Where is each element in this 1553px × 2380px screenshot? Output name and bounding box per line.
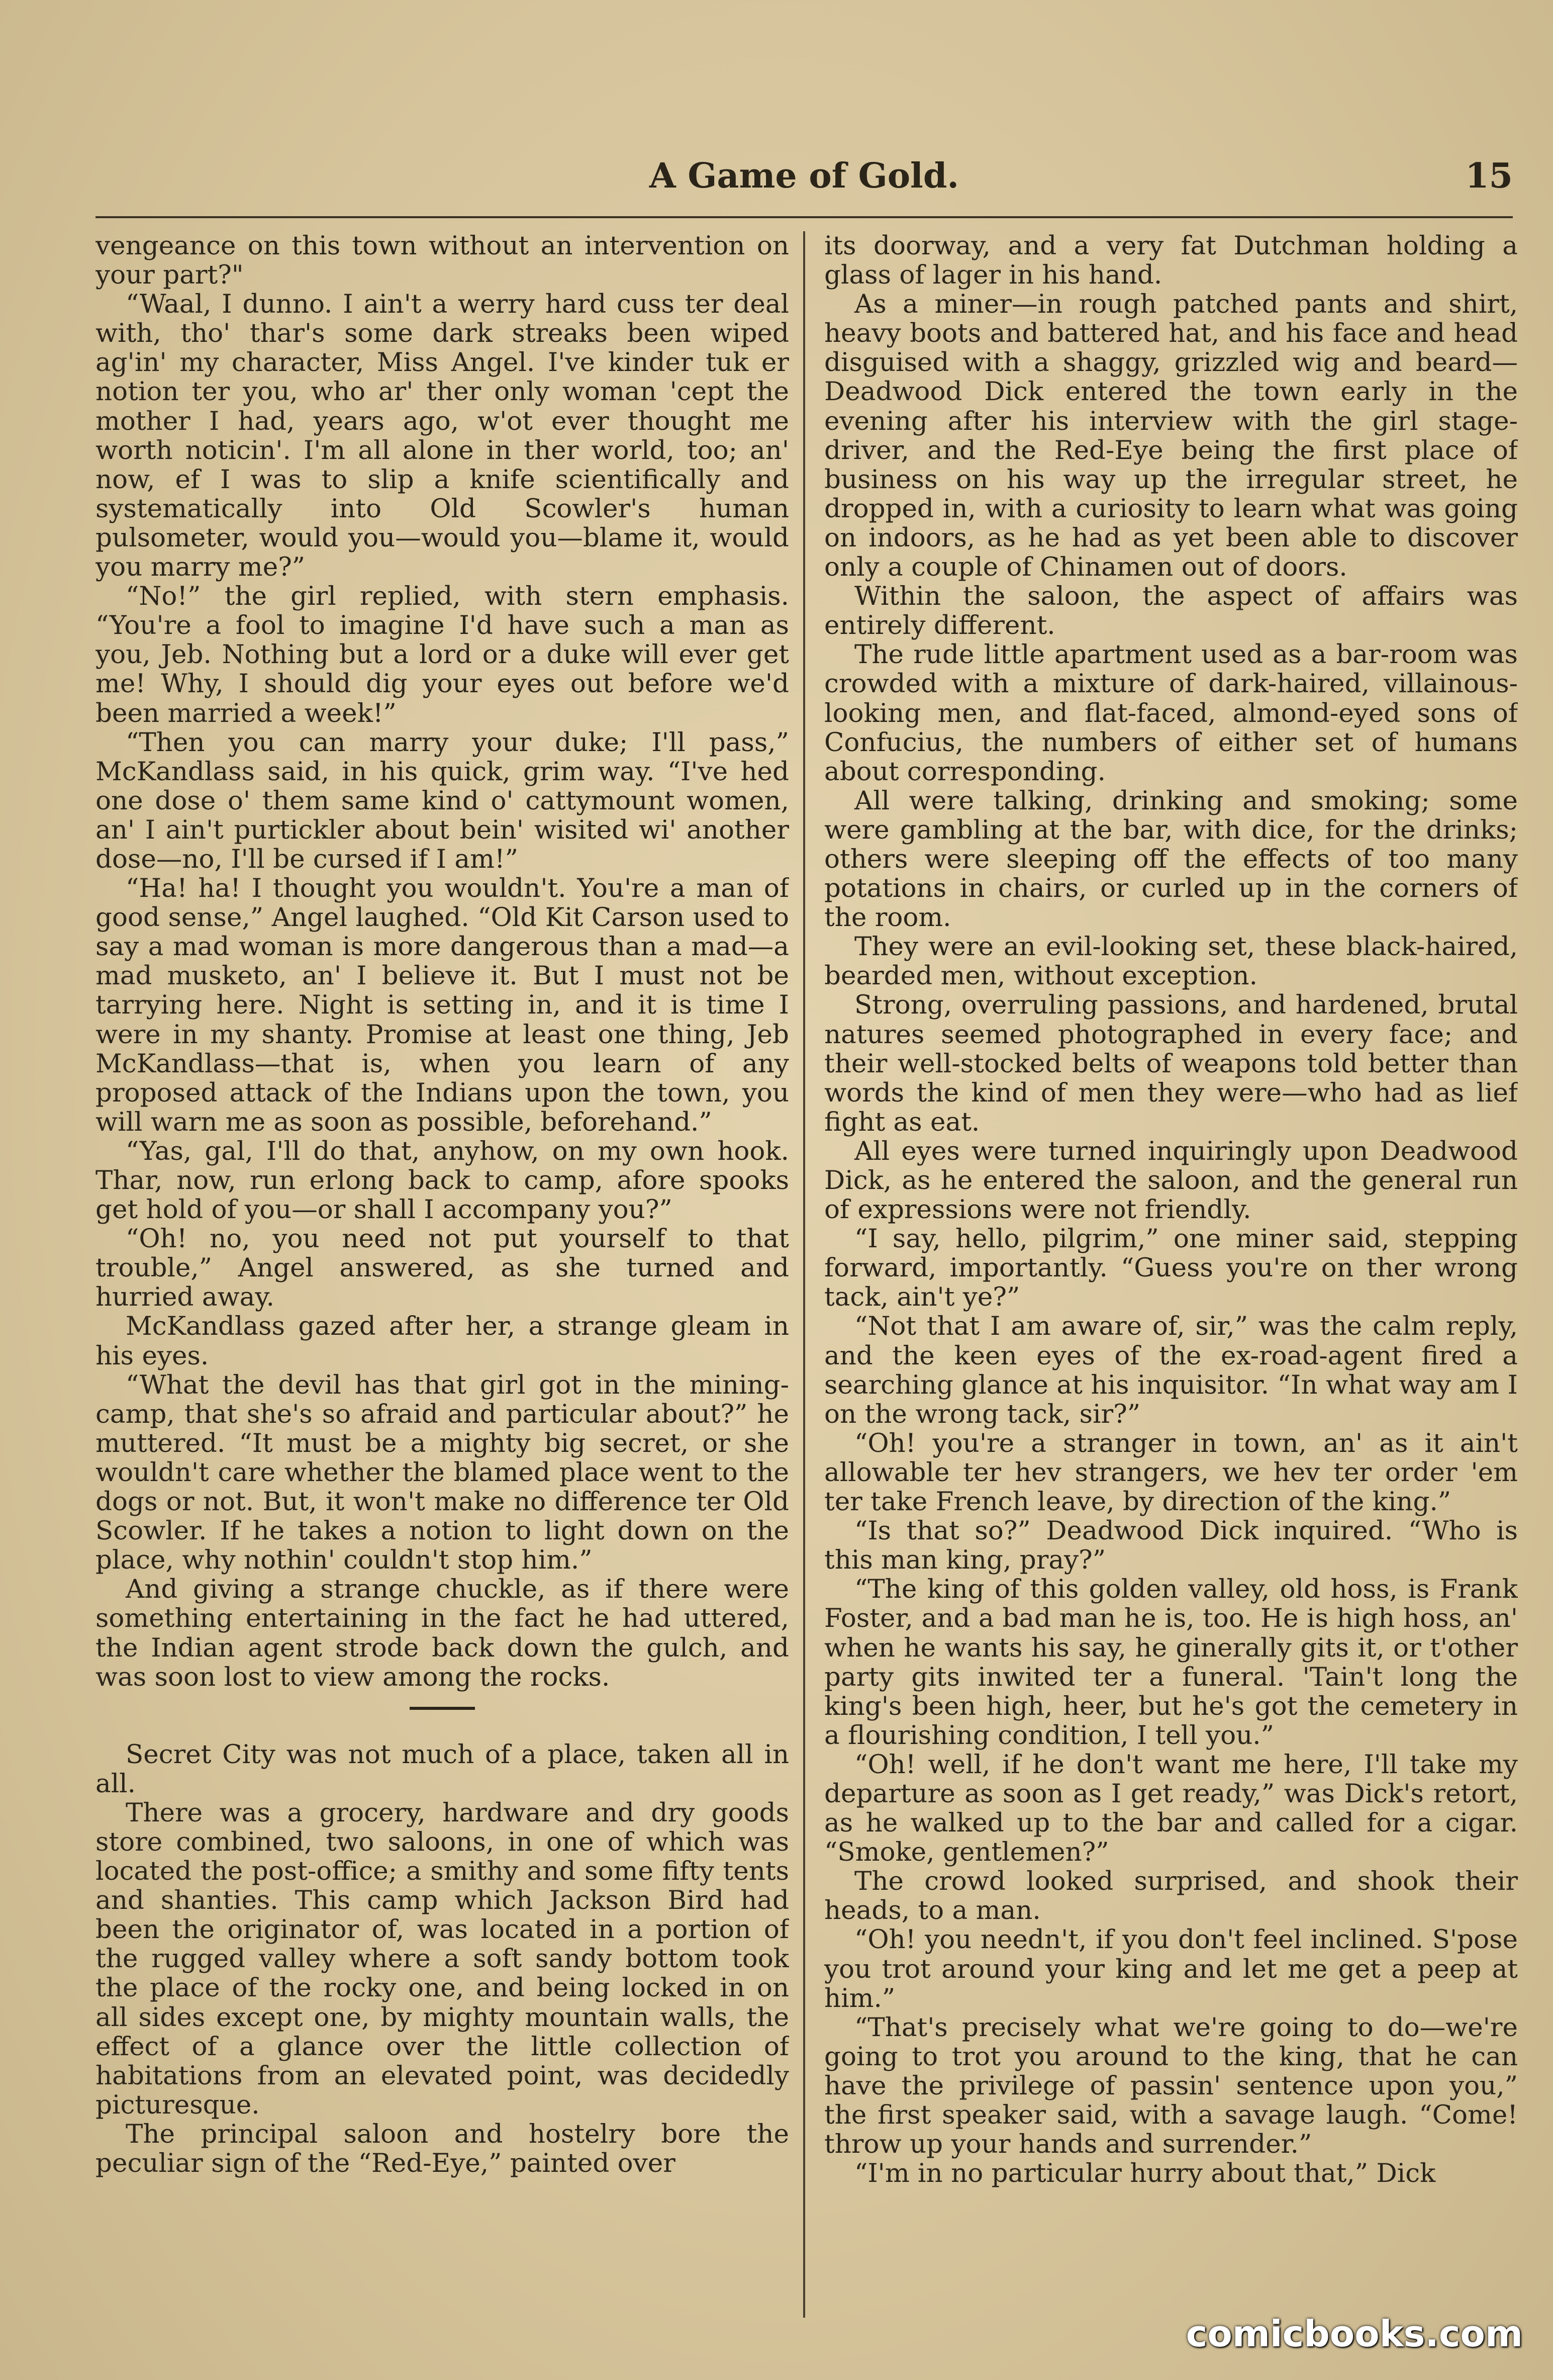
paragraph: “I say, hello, pilgrim,” one miner said, stepping forward, importantly. “Guess you're on ther wrong tack, ain't ye?” — [824, 1224, 1518, 1313]
paragraph: “I'm in no particular hurry about that,” Dick — [854, 2158, 1436, 2189]
paragraph: “What the devil has that girl got in the mining-camp, that she's so afraid and particular about?” he muttered. “It must be a mighty big secret, or she wouldn't care whether the blamed place went to the dogs or not. But, it won't make no difference ter Old Scowler. If he takes a notion to light down on the place, why nothin' couldn't stop him.” — [95, 1369, 789, 1576]
paragraph: As a miner—in rough patched pants and shirt, heavy boots and battered hat, and his face and head disguised with a shaggy, grizzled wig and beard—Deadwood Dick entered the town early in the evening after his interview with the girl stage-driver, and the Red-Eye being the first place of business on his way up the irregular street, he dropped in, with a curiosity to learn what was going on indoors, as he had as yet been able to discover only a couple of Chinamen out of doors. — [824, 289, 1518, 583]
paragraph: “Oh! you needn't, if you don't feel inclined. S'pose you trot around your king and let me get a peep at him.” — [824, 1925, 1518, 2013]
paragraph: “The king of this golden valley, old hoss, is Frank Foster, and a bad man he is, too. He is high hoss, an' when he wants his say, he ginerally gits it, or t'other party gits inwited ter a funeral. 'Tain't long the king's been high, heer, but he's got the cemetery in a flourishing condition, I tell you.” — [824, 1574, 1518, 1751]
paragraph: “Not that I am aware of, sir,” was the calm reply, and the keen eyes of the ex-road-agent fired a searching glance at his inquisitor. “In what way am I on the wrong tack, sir?” — [824, 1311, 1518, 1429]
paragraph: And giving a strange chuckle, as if there were something entertaining in the fact he had uttered, the Indian agent strode back down the gulch, and was soon lost to view among the rocks. — [95, 1574, 789, 1692]
column-divider — [803, 231, 805, 2318]
section-separator — [410, 1707, 475, 1710]
paragraph: “Oh! you're a stranger in town, an' as it ain't allowable ter hev strangers, we hev ter order 'em ter take French leave, by direction of the king.” — [824, 1428, 1518, 1517]
paragraph: “Is that so?” Deadwood Dick inquired. “Who is this man king, pray?” — [824, 1516, 1518, 1576]
watermark: comicbooks.com — [1186, 2313, 1523, 2355]
paragraph: McKandlass gazed after her, a strange gleam in his eyes. — [95, 1311, 789, 1371]
paragraph: “Ha! ha! I thought you wouldn't. You're a man of good sense,” Angel laughed. “Old Kit Carson used to say a mad woman is more dangerous than a mad—a mad musketo, an' I believe it. But I must not be tarrying here. Night is setting in, and it is time I were in my shanty. Promise at least one thing, Jeb McKandlass—that is, when you learn of any proposed attack of the Indians upon the town, you will warn me as soon as possible, beforehand.” — [95, 873, 789, 1137]
paragraph: “Then you can marry your duke; I'll pass,” McKandlass said, in his quick, grim way. “I've hed one dose o' them same kind o' cattymount women, an' I ain't purtickler about bein' wisited wi' another dose—no, I'll be cursed if I am!” — [95, 727, 789, 874]
paragraph: All were talking, drinking and smoking; some were gambling at the bar, with dice, for the drinks; others were sleeping off the effects of too many potations in chairs, or curled up in the corners of the room. — [824, 785, 1518, 933]
page-title: A Game of Gold. — [649, 156, 959, 196]
paragraph: Within the saloon, the aspect of affairs was entirely different. — [824, 581, 1518, 641]
paragraph: “Yas, gal, I'll do that, anyhow, on my own hook. Thar, now, run erlong back to camp, afore spooks get hold of you—or shall I accompany you?” — [95, 1136, 789, 1225]
paragraph: The principal saloon and hostelry bore the peculiar sign of the “Red-Eye,” painted over — [95, 2119, 789, 2178]
paragraph: “Waal, I dunno. I ain't a werry hard cuss ter deal with, tho' thar's some dark streaks been wiped ag'in' my character, Miss Angel. I've kinder tuk er notion ter you, who ar' ther only woman 'cept the mother I had, years ago, w'ot ever thought me worth noticin'. I'm all alone in ther world, too; an' now, ef I was to slip a knife scientifically and systematically into Old Scowler's human pulsometer, would you—would you—blame it, would you marry me?” — [95, 289, 789, 583]
paragraph: Secret City was not much of a place, taken all in all. — [95, 1739, 789, 1799]
paragraph: “No!” the girl replied, with stern emphasis. “You're a fool to imagine I'd have such a man as you, Jeb. Nothing but a lord or a duke will ever get me! Why, I should dig your eyes out before we'd been married a week!” — [95, 581, 789, 728]
paragraph: There was a grocery, hardware and dry goods store combined, two saloons, in one of which was located the post-office; a smithy and some fifty tents and shanties. This camp which Jackson Bird had been the originator of, was located in a portion of the rugged valley where a soft sandy bottom took the place of the rocky one, and being locked in on all sides except one, by mighty mountain walls, the effect of a glance over the little collection of habitations from an elevated point, was decidedly picturesque. — [95, 1797, 789, 2120]
right-column — [824, 231, 1518, 2318]
paragraph: vengeance on this town without an intervention on your part?" — [95, 231, 789, 291]
paragraph: “Oh! no, you need not put yourself to that trouble,” Angel answered, as she turned and hurried away. — [95, 1224, 789, 1313]
paragraph: The rude little apartment used as a bar-room was crowded with a mixture of dark-haired, villainous-looking men, and flat-faced, almond-eyed sons of Confucius, the numbers of either set of humans about corresponding. — [824, 639, 1518, 787]
page-header — [95, 151, 1513, 211]
left-column — [95, 231, 789, 2318]
paragraph: The crowd looked surprised, and shook their heads, to a man. — [824, 1866, 1518, 1926]
paragraph: They were an evil-looking set, these black-haired, bearded men, without exception. — [824, 932, 1518, 991]
page-number: 15 — [1465, 156, 1513, 196]
paragraph: “That's precisely what we're going to do—we're going to trot you around to the king, that he can have the privilege of passin' sentence upon you,” the first speaker said, with a savage laugh. “Come! throw up your hands and surrender.” — [824, 2012, 1518, 2160]
paragraph: “Oh! well, if he don't want me here, I'll take my departure as soon as I get ready,” was Dick's retort, as he walked up to the bar and called for a cigar. “Smoke, gentlemen?” — [824, 1749, 1518, 1868]
header-rule — [95, 216, 1513, 218]
paragraph: All eyes were turned inquiringly upon Deadwood Dick, as he entered the saloon, and the general run of expressions were not friendly. — [824, 1136, 1518, 1225]
paragraph: its doorway, and a very fat Dutchman holding a glass of lager in his hand. — [824, 231, 1518, 291]
paragraph: Strong, overruling passions, and hardened, brutal natures seemed photographed in every face; and their well-stocked belts of weapons told better than words the kind of men they were—who had as lief fight as eat. — [824, 990, 1518, 1137]
